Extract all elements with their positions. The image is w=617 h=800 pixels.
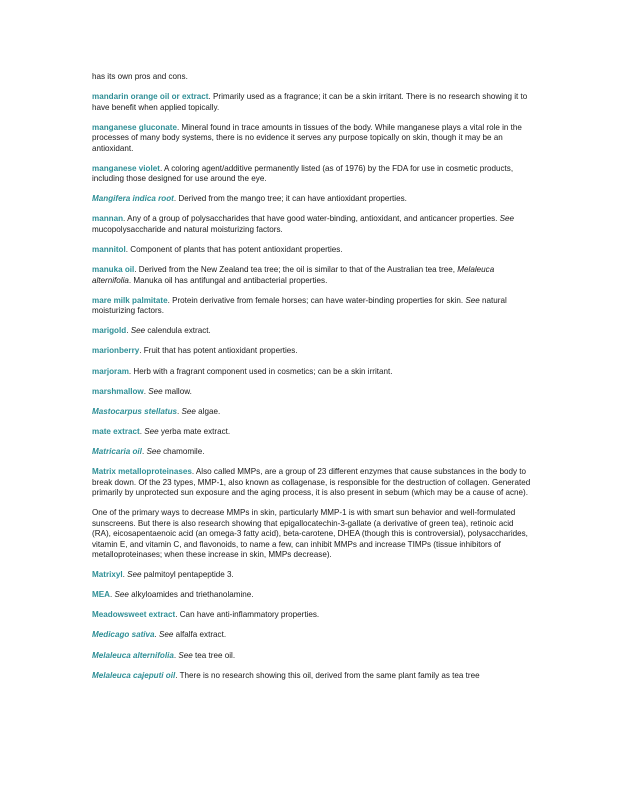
see-reference: See [148, 386, 163, 396]
entry-term: mare milk palmitate [92, 295, 168, 305]
see-reference: See [146, 446, 161, 456]
entry-term: mate extract [92, 426, 140, 436]
entry-manganese-violet [92, 164, 532, 185]
entry-mangifera-indica-root [92, 194, 532, 205]
see-reference: See [499, 214, 515, 224]
entry-term: manganese gluconate [92, 122, 178, 132]
entry-matricaria-oil [92, 447, 532, 458]
entry-term: manganese violet [92, 163, 160, 173]
entry-text: . Manuka oil has antifungal and antibacterial properties. [128, 275, 328, 285]
entry-mea [92, 590, 532, 601]
entry-mare-milk-palmitate [92, 296, 532, 317]
entry-italic-name: Melaleuca alternifolia [92, 265, 495, 285]
entry-text: . There is no research showing this oil, derived from the same plant family as tea tree [175, 670, 480, 680]
entry-text: . [173, 650, 179, 660]
entry-text: . [154, 630, 160, 640]
entry-mastocarpus-stellatus [92, 407, 532, 418]
entry-term: manuka oil [92, 265, 135, 275]
entry-mannan [92, 214, 532, 235]
entry-marionberry [92, 346, 532, 357]
entry-text: . Protein derivative from female horses; can have water-binding properties for skin. [167, 295, 466, 305]
entry-text: . [122, 570, 128, 580]
entry-mate-extract [92, 427, 532, 438]
continuation-paragraph [92, 72, 532, 83]
entry-text: . [177, 406, 182, 416]
entry-text: chamomile. [160, 446, 205, 456]
entry-term: marshmallow [92, 386, 144, 396]
entry-text: . [110, 590, 115, 600]
entry-term: marionberry [92, 346, 140, 356]
see-reference: See [144, 426, 159, 436]
entry-term: Melaleuca alternifolia [92, 650, 174, 660]
entry-meadowsweet-extract [92, 610, 532, 621]
entry-term: Medicago sativa [92, 630, 155, 640]
entry-mannitol [92, 245, 532, 256]
entry-marigold [92, 326, 532, 337]
entry-text: One of the primary ways to decrease MMPs in skin, particularly MMP-1 is with smart sun behavior and well-formulated sunscreens. But there is also research showing that epigallocatechin-3-gallate (a derivative of green tea), retinoic acid (RA), eicosapentaenoic acid (an omega-3 fatty acid), beta-carotene, DHEA (though this is controversial), polysaccharides, vitamin E, and vitamin C, and flavonoids, to name a few, can inhibit MMPs and increase TIMPs (tissue inhibitors of metalloproteinases; when these increase in skin, MMPs decrease). [92, 508, 528, 560]
entry-manuka-oil [92, 265, 532, 286]
entry-term: Mangifera indica root [92, 194, 174, 204]
entry-text: . Derived from the New Zealand tea tree; the oil is similar to that of the Australian tea tree, [134, 265, 458, 275]
entry-text: . [141, 446, 147, 456]
entry-matrix-metalloproteinases [92, 467, 532, 499]
entry-text: . Also called MMPs, are a group of 23 different enzymes that cause substances in the body to break down. Of the 23 types, MMP-1, also known as collagenase, is responsible for the destruction of collagen. Generated primarily by unprotected sun exposure and the aging process, it is also present in sebum (which may be a cause of acne). [92, 467, 531, 497]
entry-melaleuca-cajeputi-oil [92, 671, 532, 682]
glossary-page [92, 72, 532, 691]
see-reference: See [130, 326, 146, 336]
entry-term: Matrix metalloproteinases [92, 467, 192, 476]
entry-text: mucopolysaccharide and natural moisturizing factors. [92, 224, 283, 234]
entry-text: has its own pros and cons. [92, 72, 188, 81]
entry-manganese-gluconate [92, 123, 532, 155]
entry-text: . Derived from the mango tree; it can have antioxidant properties. [173, 194, 407, 204]
entry-text: yerba mate extract. [158, 426, 231, 436]
entry-marshmallow [92, 387, 532, 398]
entry-text: . [126, 326, 131, 336]
entry-matrixyl [92, 570, 532, 581]
entry-term: marigold [92, 326, 127, 336]
entry-text: natural moisturizing factors. [92, 295, 507, 316]
entry-term: mandarin orange oil or extract [92, 92, 209, 102]
entry-term: mannitol [92, 245, 126, 255]
entry-medicago-sativa [92, 630, 532, 641]
entry-term: Melaleuca cajeputi oil [92, 670, 176, 680]
entry-mmp-paragraph [92, 508, 532, 561]
entry-text: alkyloamides and triethanolamine. [128, 590, 254, 600]
see-reference: See [178, 650, 193, 660]
entry-text: . Primarily used as a fragrance; it can be a skin irritant. There is no research showing it to have benefit when applied topically. [92, 92, 528, 112]
entry-text: . Mineral found in trace amounts in tissues of the body. While manganese plays a vital role in the processes of many body systems, there is no evidence it serves any purpose topically on skin, though it may be an antioxidant. [92, 122, 522, 153]
entry-text: palmitoyl pentapeptide 3. [141, 570, 234, 580]
entry-term: Meadowsweet extract [92, 610, 176, 620]
entry-text: . A coloring agent/additive permanently listed (as of 1976) by the FDA for use in cosmetic products, including those designed for use around the eye. [92, 163, 514, 184]
entry-term: Matricaria oil [92, 446, 142, 456]
entry-text: algae. [195, 406, 221, 416]
entry-text: calendula extract. [145, 326, 211, 336]
entry-text: tea tree oil. [192, 650, 236, 660]
entry-text: . Fruit that has potent antioxidant properties. [139, 346, 298, 356]
entry-term: mannan [92, 214, 124, 224]
entry-text: . [139, 426, 145, 436]
see-reference: See [159, 630, 174, 640]
entry-melaleuca-alternifolia [92, 651, 532, 662]
entry-term: marjoram [92, 366, 129, 376]
see-reference: See [465, 295, 480, 305]
entry-text: alfalfa extract. [173, 630, 227, 640]
entry-text: . [143, 386, 149, 396]
entry-text: . Component of plants that has potent antioxidant properties. [125, 245, 343, 255]
entry-text: . Any of a group of polysaccharides that have good water-binding, antioxidant, and anticancer properties. [123, 214, 500, 224]
see-reference: See [114, 590, 129, 600]
entry-text: . Herb with a fragrant component used in cosmetics; can be a skin irritant. [128, 366, 393, 376]
entry-text: . Can have anti-inflammatory properties. [175, 610, 320, 620]
entry-text: mallow. [162, 386, 192, 396]
entry-mandarin-orange-oil [92, 92, 532, 113]
see-reference: See [127, 570, 142, 580]
entry-term: Mastocarpus stellatus [92, 406, 178, 416]
entry-term: MEA [92, 590, 110, 600]
entry-marjoram [92, 367, 532, 378]
see-reference: See [181, 406, 196, 416]
entry-term: Matrixyl [92, 570, 123, 580]
